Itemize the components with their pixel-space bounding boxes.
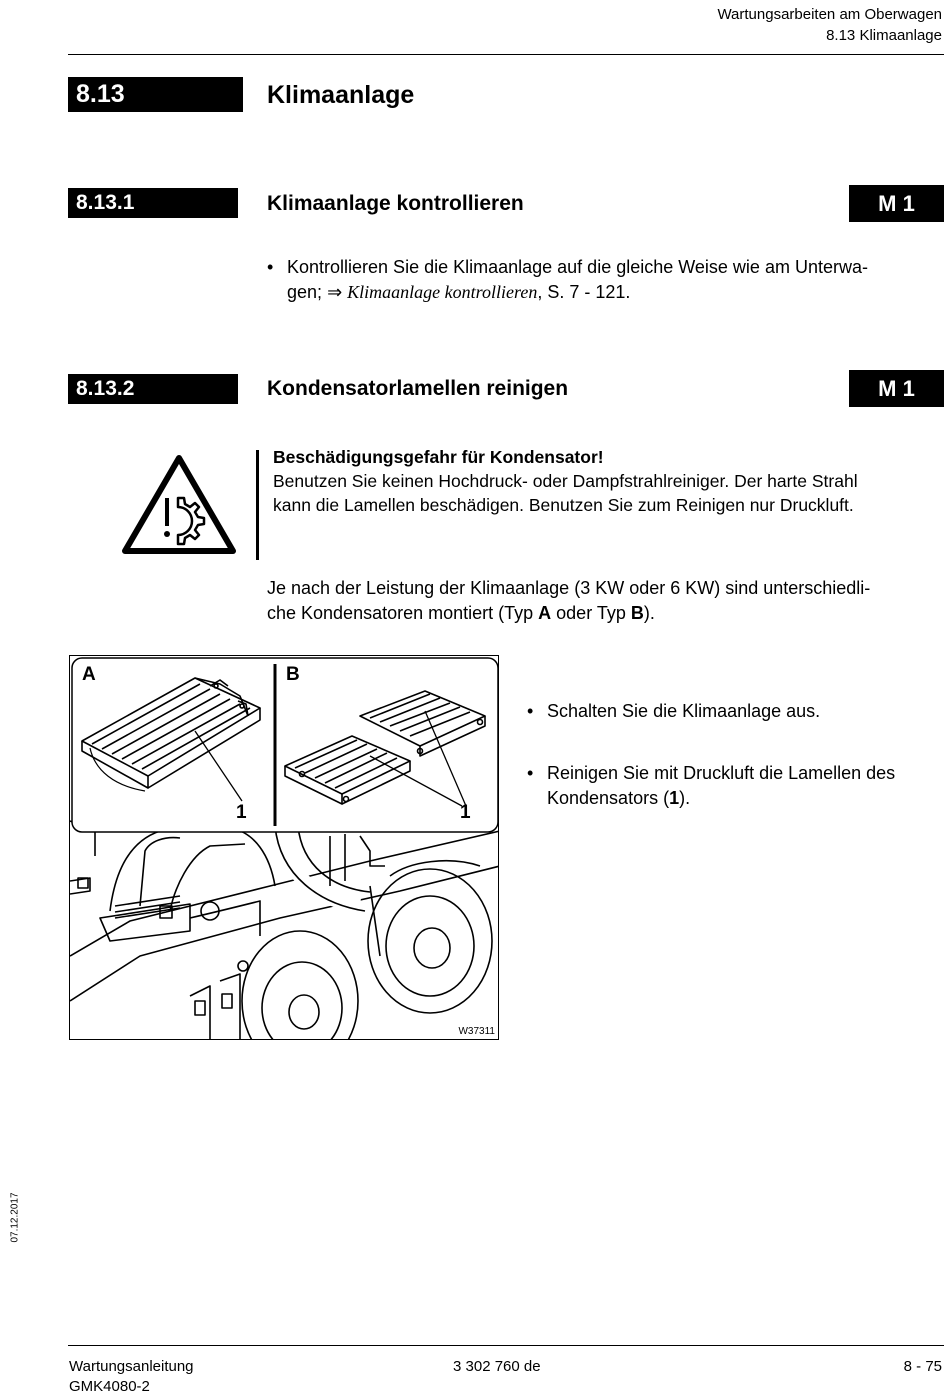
subsection-1-badge: M 1 bbox=[849, 185, 944, 222]
step-2-end: ). bbox=[679, 788, 691, 808]
condenser-illustration bbox=[70, 656, 499, 1040]
subsection-2-badge: M 1 bbox=[849, 370, 944, 407]
bullet-icon: • bbox=[527, 701, 534, 721]
section-number-box bbox=[68, 77, 243, 112]
cross-reference-arrow-icon: ⇒ bbox=[327, 282, 343, 302]
type-a-label: A bbox=[538, 603, 552, 623]
step-2-line1: Reinigen Sie mit Druckluft die Lamellen des bbox=[547, 763, 896, 783]
subsection-1-text-line1: Kontrollieren Sie die Klimaanlage auf die gleiche Weise wie am Unterwa- bbox=[287, 257, 868, 277]
subsection-1-text-line2: gen; bbox=[287, 282, 323, 302]
figure-label-b: B bbox=[286, 664, 300, 685]
step-1 bbox=[527, 699, 950, 724]
section-number: 8.13 bbox=[76, 80, 125, 108]
bullet-icon: • bbox=[267, 257, 274, 277]
subsection-1-bullet bbox=[267, 255, 950, 305]
cross-reference-link[interactable]: Klimaanlage kontrollieren bbox=[347, 282, 538, 302]
footer-model: GMK4080-2 bbox=[69, 1378, 150, 1395]
subsection-2-number: 8.13.2 bbox=[76, 377, 135, 400]
warning-triangle-icon bbox=[120, 452, 238, 556]
type-b-label: B bbox=[630, 603, 644, 623]
footer-rule bbox=[68, 1345, 944, 1346]
running-header bbox=[717, 4, 942, 46]
paragraph-mid: oder Typ bbox=[551, 603, 631, 623]
figure-code: W37311 bbox=[458, 1026, 495, 1037]
figure-label-a: A bbox=[82, 664, 96, 685]
step-1-text: Schalten Sie die Klimaanlage aus. bbox=[547, 701, 821, 721]
subsection-1-number: 8.13.1 bbox=[76, 191, 135, 214]
footer-manual: Wartungsanleitung bbox=[69, 1358, 194, 1375]
warning-text bbox=[273, 445, 949, 517]
paragraph-line1: Je nach der Leistung der Klimaanlage (3 KW oder 6 KW) sind unterschiedli- bbox=[267, 578, 871, 598]
subsection-2-number-box bbox=[68, 374, 238, 404]
warning-line2: kann die Lamellen beschädigen. Benutzen Sie zum Reinigen nur Druckluft. bbox=[273, 495, 854, 515]
step-2-callout: 1 bbox=[669, 788, 680, 808]
subsection-1-title: Klimaanlage kontrollieren bbox=[267, 192, 524, 215]
subsection-1-number-box bbox=[68, 188, 238, 218]
step-2-line2: Kondensators ( bbox=[547, 788, 670, 808]
section-title: Klimaanlage bbox=[267, 81, 415, 109]
callout-a: 1 bbox=[236, 802, 247, 823]
header-rule bbox=[68, 54, 944, 55]
footer-doc-number: 3 302 760 de bbox=[453, 1358, 541, 1375]
subsection-2-title: Kondensatorlamellen reinigen bbox=[267, 377, 569, 400]
warning-bar bbox=[256, 450, 259, 560]
paragraph-line2: che Kondensatoren montiert (Typ bbox=[267, 603, 539, 623]
warning-line1: Benutzen Sie keinen Hochdruck- oder Dampfstrahlreiniger. Der harte Strahl bbox=[273, 471, 858, 491]
footer-page: 8 - 75 bbox=[903, 1358, 942, 1375]
callout-b: 1 bbox=[460, 802, 471, 823]
condenser-paragraph bbox=[267, 576, 947, 626]
cross-reference-page: , S. 7 - 121. bbox=[537, 282, 631, 302]
condenser-figure bbox=[69, 655, 499, 1040]
step-2 bbox=[527, 761, 950, 811]
side-date: 07.12.2017 bbox=[9, 1192, 21, 1243]
paragraph-end: ). bbox=[643, 603, 655, 623]
footer-left bbox=[69, 1357, 194, 1397]
bullet-icon: • bbox=[527, 763, 534, 783]
header-chapter: Wartungsarbeiten am Oberwagen bbox=[717, 6, 942, 23]
header-section: 8.13 Klimaanlage bbox=[826, 27, 942, 44]
warning-title: Beschädigungsgefahr für Kondensator! bbox=[273, 447, 604, 467]
